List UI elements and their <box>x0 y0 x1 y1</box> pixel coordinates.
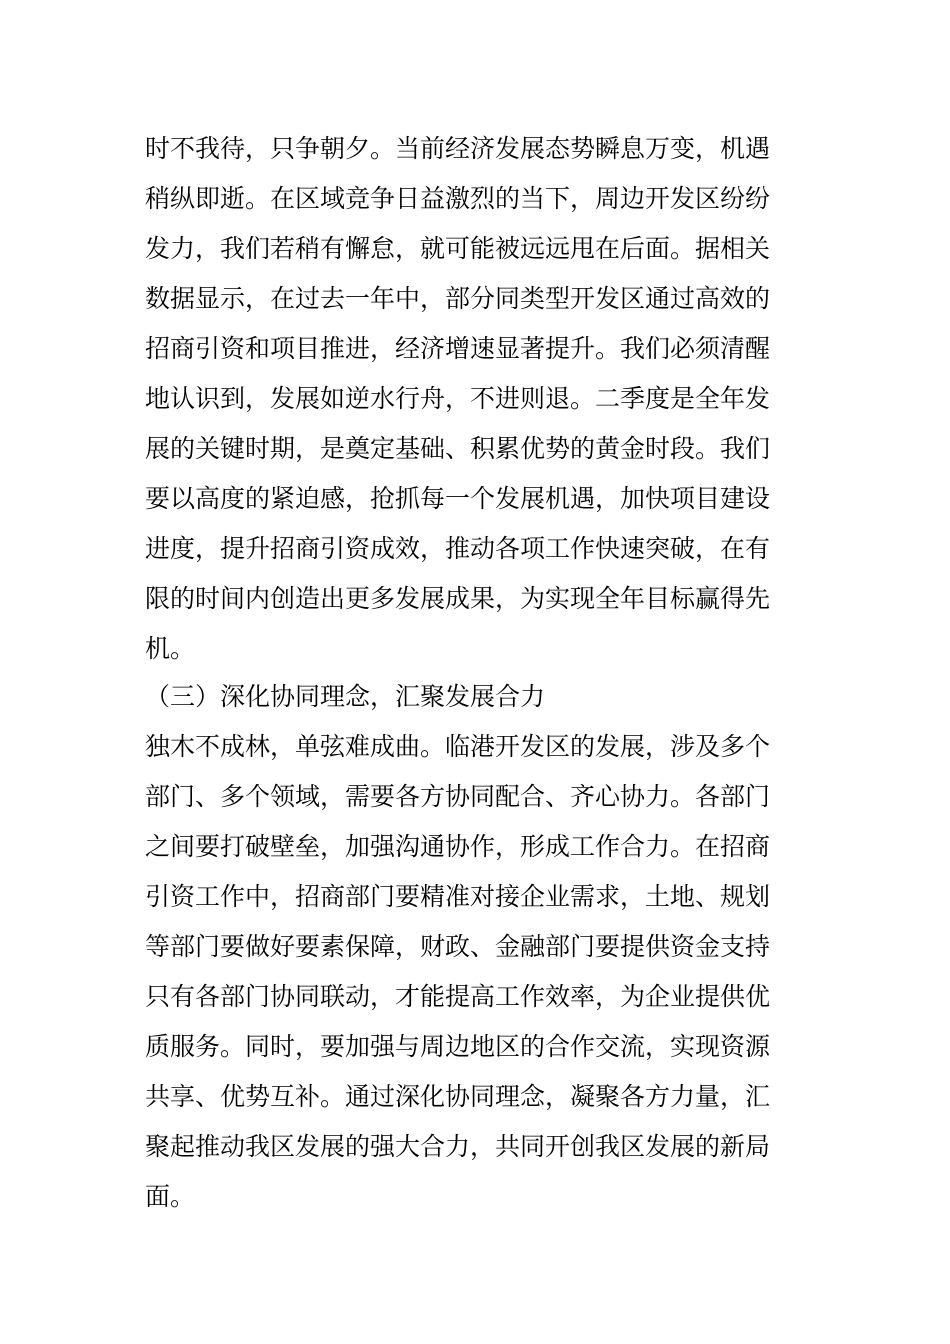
paragraph-line: 共享、优势互补。通过深化协同理念，凝聚各方力量，汇 <box>145 1082 771 1111</box>
paragraph-line: 地认识到，发展如逆水行舟，不进则退。二季度是全年发 <box>145 384 771 413</box>
paragraph-line: 聚起推动我区发展的强大合力，共同开创我区发展的新局 <box>145 1132 771 1161</box>
paragraph-line: 引资工作中，招商部门要精准对接企业需求，土地、规划 <box>145 882 771 911</box>
paragraph-line: 要以高度的紧迫感，抢抓每一个发展机遇，加快项目建设 <box>145 484 771 513</box>
paragraph-line: 独木不成林，单弦难成曲。临港开发区的发展，涉及多个 <box>145 732 771 761</box>
paragraph-line: 稍纵即逝。在区域竞争日益激烈的当下，周边开发区纷纷 <box>145 184 771 213</box>
paragraph-line: 质服务。同时，要加强与周边地区的合作交流，实现资源 <box>145 1032 771 1061</box>
paragraph-line: 等部门要做好要素保障，财政、金融部门要提供资金支持 <box>145 932 771 961</box>
paragraph-line: 机。 <box>145 634 196 663</box>
paragraph-line: 部门、多个领域，需要各方协同配合、齐心协力。各部门 <box>145 782 771 811</box>
paragraph-line: 招商引资和项目推进，经济增速显著提升。我们必须清醒 <box>145 334 771 363</box>
paragraph-line: 发力，我们若稍有懈怠，就可能被远远甩在后面。据相关 <box>145 234 771 263</box>
paragraph-line: 进度，提升招商引资成效，推动各项工作快速突破，在有 <box>145 534 771 563</box>
paragraph-line: 数据显示，在过去一年中，部分同类型开发区通过高效的 <box>145 284 771 313</box>
paragraph-line: 只有各部门协同联动，才能提高工作效率，为企业提供优 <box>145 982 771 1011</box>
paragraph-line: 之间要打破壁垒，加强沟通协作，形成工作合力。在招商 <box>145 832 771 861</box>
paragraph-line: 时不我待，只争朝夕。当前经济发展态势瞬息万变，机遇 <box>145 134 771 163</box>
paragraph-line: 限的时间内创造出更多发展成果，为实现全年目标赢得先 <box>145 584 771 613</box>
section-heading: （三）深化协同理念，汇聚发展合力 <box>145 682 546 711</box>
paragraph-line: 展的关键时期，是奠定基础、积累优势的黄金时段。我们 <box>145 434 771 463</box>
paragraph-line: 面。 <box>145 1182 196 1211</box>
